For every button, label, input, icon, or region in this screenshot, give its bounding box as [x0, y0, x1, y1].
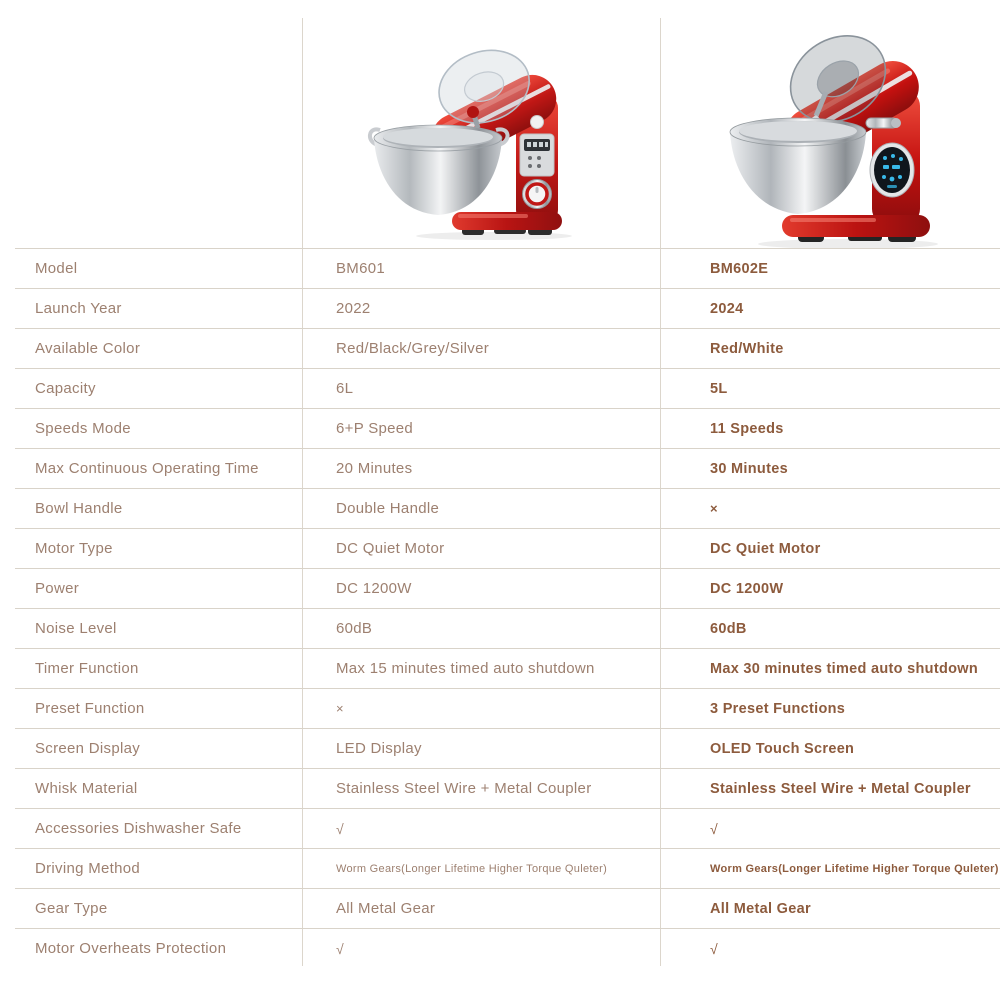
table-row	[15, 929, 1000, 969]
spec-label: Noise Level	[15, 609, 323, 649]
bm602e-value: Worm Gears(Longer Lifetime Higher Torque Quleter)	[695, 849, 1000, 889]
table-row	[15, 649, 1000, 689]
table-row	[15, 489, 1000, 529]
speed-knob	[523, 180, 552, 209]
spec-label: Motor Type	[15, 529, 323, 569]
product-image-bm601	[366, 22, 576, 240]
bm602e-value: 5L	[695, 369, 1000, 409]
bm601-value: Double Handle	[323, 489, 695, 529]
spec-label: Timer Function	[15, 649, 323, 689]
table-row	[15, 889, 1000, 929]
comparison-table	[15, 248, 1000, 969]
table-row	[15, 529, 1000, 569]
spec-label: Capacity	[15, 369, 323, 409]
bm602e-value: 3 Preset Functions	[695, 689, 1000, 729]
bm602e-value: Max 30 minutes timed auto shutdown	[695, 649, 1000, 689]
bm602e-value: DC Quiet Motor	[695, 529, 1000, 569]
spec-label: Motor Overheats Protection	[15, 929, 323, 969]
spec-label: Power	[15, 569, 323, 609]
table-row	[15, 809, 1000, 849]
table-row	[15, 289, 1000, 329]
table-row	[15, 609, 1000, 649]
table-row	[15, 569, 1000, 609]
bm601-value: √	[323, 929, 695, 969]
bm601-value: 60dB	[323, 609, 695, 649]
table-row	[15, 769, 1000, 809]
bm602e-value: 60dB	[695, 609, 1000, 649]
table-row	[15, 849, 1000, 889]
table-row	[15, 729, 1000, 769]
spec-label: Preset Function	[15, 689, 323, 729]
bm601-value: All Metal Gear	[323, 889, 695, 929]
bm601-value: Stainless Steel Wire + Metal Coupler	[323, 769, 695, 809]
bm601-value: ×	[323, 689, 695, 729]
table-row	[15, 369, 1000, 409]
bm602e-value: 30 Minutes	[695, 449, 1000, 489]
bm602e-value: OLED Touch Screen	[695, 729, 1000, 769]
mixing-bowl	[370, 125, 508, 215]
spec-label: Model	[15, 249, 323, 289]
comparison-table-body	[15, 249, 1000, 969]
mixer-base	[452, 212, 562, 235]
spec-label: Launch Year	[15, 289, 323, 329]
bm601-value: Worm Gears(Longer Lifetime Higher Torque Quleter)	[323, 849, 695, 889]
bm601-value: Red/Black/Grey/Silver	[323, 329, 695, 369]
bm601-value: √	[323, 809, 695, 849]
bm602e-value: Red/White	[695, 329, 1000, 369]
mixer-base	[782, 215, 930, 242]
bm601-value: DC Quiet Motor	[323, 529, 695, 569]
bm601-value: LED Display	[323, 729, 695, 769]
bm601-value: DC 1200W	[323, 569, 695, 609]
bm601-value: 6+P Speed	[323, 409, 695, 449]
bm602e-value: Stainless Steel Wire + Metal Coupler	[695, 769, 1000, 809]
lift-lever	[866, 118, 901, 128]
mixing-bowl	[730, 118, 866, 214]
table-row	[15, 409, 1000, 449]
spec-label: Accessories Dishwasher Safe	[15, 809, 323, 849]
spec-label: Screen Display	[15, 729, 323, 769]
bm602e-value: √	[695, 929, 1000, 969]
oled-touch-panel	[870, 143, 914, 197]
spec-label: Gear Type	[15, 889, 323, 929]
bm602e-value: DC 1200W	[695, 569, 1000, 609]
bm602e-value: All Metal Gear	[695, 889, 1000, 929]
bm602e-value: 11 Speeds	[695, 409, 1000, 449]
spec-label: Speeds Mode	[15, 409, 323, 449]
product-image-bm602e	[720, 12, 948, 250]
bm601-value: BM601	[323, 249, 695, 289]
bm601-value: Max 15 minutes timed auto shutdown	[323, 649, 695, 689]
spec-label: Bowl Handle	[15, 489, 323, 529]
table-row	[15, 249, 1000, 289]
spec-label: Max Continuous Operating Time	[15, 449, 323, 489]
spec-label: Whisk Material	[15, 769, 323, 809]
spec-label: Available Color	[15, 329, 323, 369]
table-row	[15, 329, 1000, 369]
bm602e-value: BM602E	[695, 249, 1000, 289]
table-row	[15, 689, 1000, 729]
spec-label: Driving Method	[15, 849, 323, 889]
bm601-value: 6L	[323, 369, 695, 409]
bm602e-value: 2024	[695, 289, 1000, 329]
bm602e-value: ×	[695, 489, 1000, 529]
bm601-value: 20 Minutes	[323, 449, 695, 489]
table-row	[15, 449, 1000, 489]
bm601-value: 2022	[323, 289, 695, 329]
bm602e-value: √	[695, 809, 1000, 849]
